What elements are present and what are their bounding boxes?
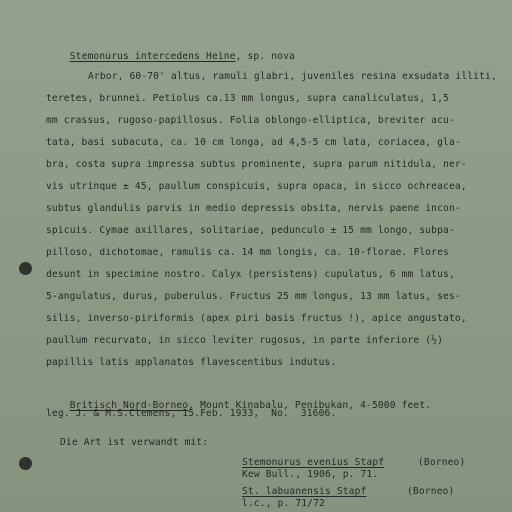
description-line: paullum recurvato, in sicco leviter rugosus, in parte inferiore (½) (46, 335, 444, 346)
locality-rest: , Mount Kinabalu, Penibukan, 4-5000 feet. (188, 400, 432, 411)
description-line: tata, basi subacuta, ca. 10 cm longa, ad 4,5-5 cm lata, coriacea, gla- (46, 137, 461, 148)
related-species-note: (Borneo) (407, 486, 455, 497)
related-species-name: Stemonurus evenius Stapf (242, 457, 385, 468)
punch-hole-top (19, 262, 32, 275)
description-line: silis, inverso-piriformis (apex piri basis fructus !), apice angustato, (46, 313, 467, 324)
description-line: mm crassus, rugoso-papillosus. Folia oblongo-elliptica, breviter acu- (46, 115, 455, 126)
description-line: Arbor, 60-70' altus, ramuli glabri, juveniles resina exsudata illiti, (88, 71, 497, 82)
description-line: papillis latis applanatos flavescentibus indutus. (46, 357, 337, 368)
description-line: teretes, brunnei. Petiolus ca.13 mm longus, supra canaliculatus, 1,5 (46, 93, 449, 104)
related-species-ref: Kew Bull., 1906, p. 71. (242, 469, 379, 480)
punch-hole-bottom (19, 457, 32, 470)
related-species-note: (Borneo) (418, 457, 466, 468)
description-line: 5-angulatus, durus, puberulus. Fructus 25 mm longus, 13 mm latus, ses- (46, 291, 461, 302)
description-line: vis utrinque ± 45, paullum conspicuis, supra opaca, in sicco ochreacea, (46, 181, 467, 192)
relation-intro: Die Art ist verwandt mit: (60, 437, 209, 448)
species-suffix: , sp. nova (235, 51, 295, 62)
species-title (46, 39, 295, 75)
description-line: subtus glandulis parvis in medio depressis obsita, nervis paene incon- (46, 203, 461, 214)
description-line: bra, costa supra impressa subtus prominente, supra parum nitidula, ner- (46, 159, 467, 170)
species-name: Stemonurus intercedens Heine (69, 51, 236, 62)
related-species-name: St. labuanensis Stapf (242, 486, 367, 497)
description-line: pilloso, dichotomae, ramulis ca. 14 mm longis, ca. 10-florae. Flores (46, 247, 449, 258)
description-line: spicuis. Cymae axillares, solitariae, pedunculo ± 15 mm longo, subpa- (46, 225, 455, 236)
locality-region: Britisch Nord-Borneo (69, 400, 189, 411)
description-line: desunt in specimine nostro. Calyx (persistens) cupulatus, 6 mm latus, (46, 269, 455, 280)
collector-line: leg. J. & M.S.Clemens, 15.Feb. 1933, No. 31606. (46, 408, 337, 419)
related-species-ref: l.c., p. 71/72 (242, 498, 325, 509)
